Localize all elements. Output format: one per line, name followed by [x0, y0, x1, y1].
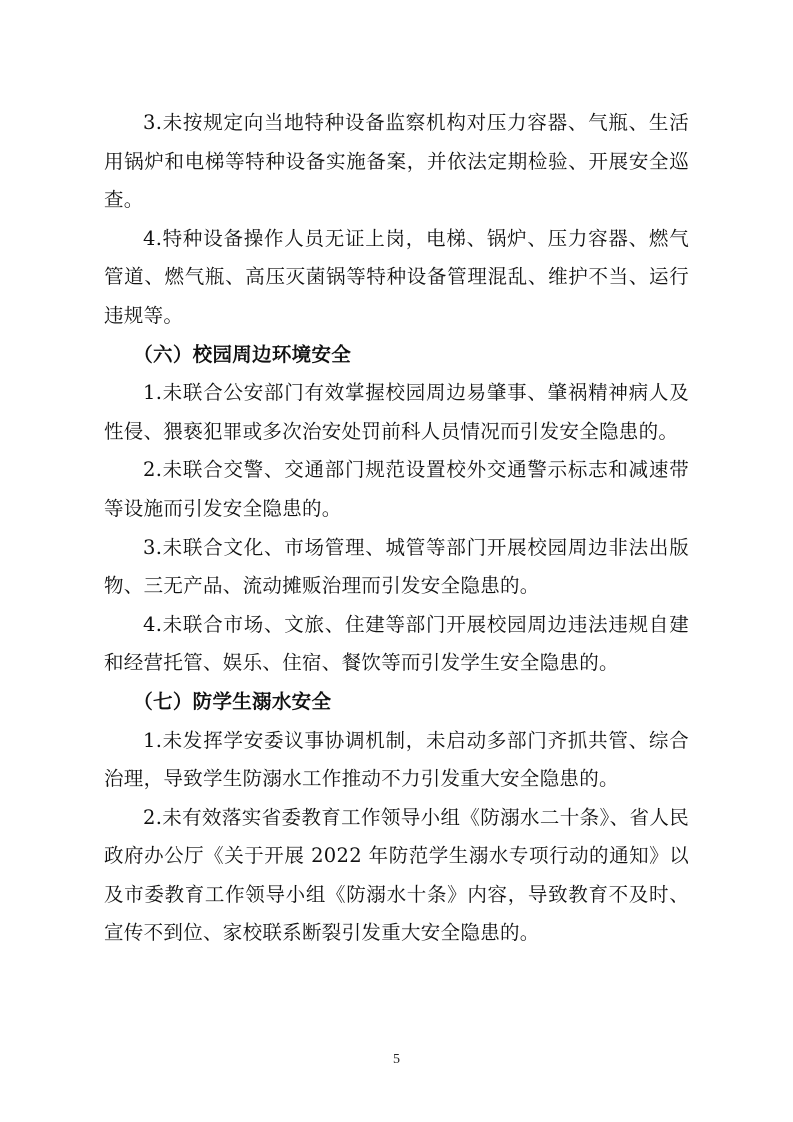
section-heading-drowning-prevention: （七）防学生溺水安全 [133, 689, 332, 713]
page-number: 5 [393, 1052, 400, 1067]
paragraph-1-police: 1.未联合公安部门有效掌握校园周边易肇事、肇祸精神病人及性侵、猥亵犯罪或多次治安处罚前科人员情况而引发安全隐患的。 [104, 381, 689, 443]
section-heading-campus-environment: （六）校园周边环境安全 [133, 342, 352, 366]
paragraph-4-operators: 4.特种设备操作人员无证上岗，电梯、锅炉、压力容器、燃气管道、燃气瓶、高压灭菌锅等特种设备管理混乱、维护不当、运行违规等。 [104, 226, 689, 327]
paragraph-2-implementation: 2.未有效落实省委教育工作领导小组《防溺水二十条》、省人民政府办公厅《关于开展 2022 年防范学生溺水专项行动的通知》以及市委教育工作领导小组《防溺水十条》内容，导致教育不及时、宣传不到位、家校联系断裂引发重大安全隐患的。 [104, 805, 689, 945]
document-body [104, 104, 689, 953]
paragraph-3-registration: 3.未按规定向当地特种设备监察机构对压力容器、气瓶、生活用锅炉和电梯等特种设备实施备案，并依法定期检验、开展安全巡查。 [104, 111, 689, 212]
paragraph-1-coordination: 1.未发挥学安委议事协调机制，未启动多部门齐抓共管、综合治理，导致学生防溺水工作推动不力引发重大安全隐患的。 [104, 728, 689, 791]
paragraph-2-traffic: 2.未联合交警、交通部门规范设置校外交通警示标志和减速带等设施而引发安全隐患的。 [104, 458, 689, 520]
paragraph-4-market-tourism: 4.未联合市场、文旅、住建等部门开展校园周边违法违规自建和经营托管、娱乐、住宿、餐饮等而引发学生安全隐患的。 [104, 612, 689, 675]
paragraph-3-culture-market: 3.未联合文化、市场管理、城管等部门开展校园周边非法出版物、三无产品、流动摊贩治理而引发安全隐患的。 [104, 535, 689, 598]
